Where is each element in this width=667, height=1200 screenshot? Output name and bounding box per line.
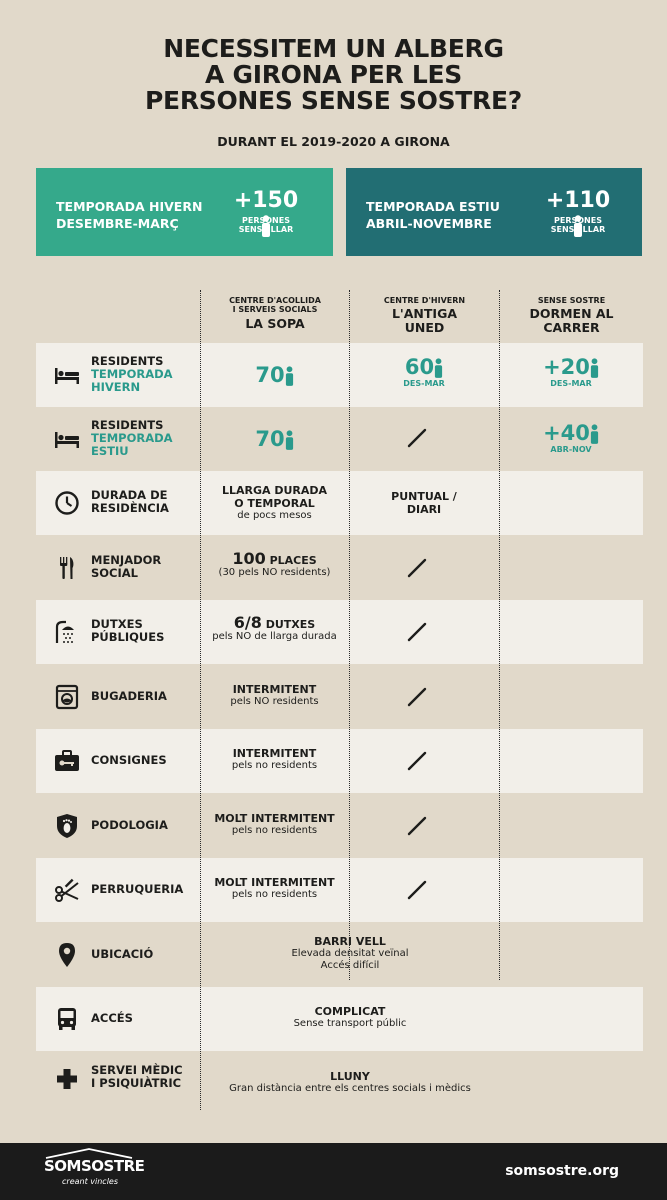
winter-season-label: TEMPORADA HIVERN DESEMBRE-MARÇ <box>56 199 203 231</box>
la-sopa-hairdresser: MOLT INTERMITENT pels no residents <box>214 876 335 900</box>
column-header-dormen-carrer: SENSE SOSTRE DORMEN AL CARRER <box>529 296 614 335</box>
title-line-3: PERSONES SENSE SOSTRE? <box>145 86 522 115</box>
person-icon <box>590 358 599 378</box>
la-sopa-dining: 100 PLACES (30 pels NO residents) <box>218 549 331 578</box>
winter-season-box <box>36 168 333 256</box>
column-header-antiga-uned: CENTRE D'HIVERN L'ANTIGA UNED <box>383 296 466 335</box>
logo-tagline: creant vincles <box>62 1177 118 1186</box>
row-label: BUGADERIA <box>91 689 167 703</box>
summer-homeless-count: +110 <box>538 188 618 238</box>
la-sopa-summer-residents: 70 <box>201 427 348 451</box>
la-sopa-podiatry: MOLT INTERMITENT pels no residents <box>214 812 335 836</box>
not-applicable-slash <box>406 621 428 643</box>
row-label: SERVEI MÈDIC I PSIQUIÀTRIC <box>91 1063 183 1090</box>
street-winter-count: +20 DES-MAR <box>499 355 643 388</box>
winter-homeless-caption: PERSONES SENSE LLAR <box>238 216 294 234</box>
person-icon <box>590 424 599 444</box>
row-hairdresser <box>36 858 643 922</box>
row-residents-summer <box>36 407 643 471</box>
row-residence-duration <box>36 471 643 535</box>
row-podiatry <box>36 794 643 858</box>
row-label: RESIDENTS TEMPORADA ESTIU <box>91 418 173 458</box>
row-medical-service <box>36 1052 643 1116</box>
washing-machine-icon <box>54 684 80 710</box>
street-summer-count: +40 ABR-NOV <box>499 421 643 454</box>
winter-homeless-count: +150 <box>226 188 306 238</box>
summer-season-box <box>346 168 642 256</box>
row-access <box>36 987 643 1051</box>
bed-icon <box>54 426 80 452</box>
column-header-la-sopa: CENTRE D'ACOLLIDA I SERVEIS SOCIALS LA SOPA <box>229 296 321 331</box>
row-label: PODOLOGIA <box>91 818 168 832</box>
website-link[interactable]: somsostre.org <box>505 1163 619 1179</box>
not-applicable-slash <box>406 427 428 449</box>
row-label: RESIDENTS TEMPORADA HIVERN <box>91 354 173 394</box>
bed-icon <box>54 362 80 388</box>
shower-icon <box>54 619 80 645</box>
not-applicable-slash <box>406 750 428 772</box>
bus-icon <box>54 1006 80 1032</box>
scissors-comb-icon <box>54 877 80 903</box>
row-residents-winter <box>36 343 643 407</box>
person-icon <box>434 358 443 378</box>
person-icon <box>285 430 294 450</box>
la-sopa-winter-residents: 70 <box>201 363 348 387</box>
row-social-dining <box>36 536 643 600</box>
row-location <box>36 923 643 987</box>
la-sopa-lockers: INTERMITENT pels no residents <box>231 747 318 771</box>
row-label: PERRUQUERIA <box>91 882 184 896</box>
footer <box>0 1143 667 1200</box>
page-title <box>0 36 667 114</box>
somsostre-logo: SOMSOSTRE <box>44 1157 145 1175</box>
antiga-uned-winter-residents: 60 DES-MAR <box>403 355 445 388</box>
row-laundry <box>36 665 643 729</box>
fork-knife-icon <box>54 555 80 581</box>
not-applicable-slash <box>406 557 428 579</box>
row-label: MENJADOR SOCIAL <box>91 553 162 580</box>
location-description: BARRI VELL Elevada densitat veïnal Accés difícil <box>291 935 409 971</box>
not-applicable-slash <box>406 686 428 708</box>
title-line-2: A GIRONA PER LES <box>205 60 462 89</box>
location-pin-icon <box>54 942 80 968</box>
row-label: CONSIGNES <box>91 753 167 767</box>
row-label: DURADA DE RESIDÈNCIA <box>91 488 169 515</box>
access-description: COMPLICAT Sense transport públic <box>293 1005 407 1029</box>
not-applicable-slash <box>406 815 428 837</box>
row-public-showers <box>36 600 643 664</box>
locker-key-icon <box>54 748 80 774</box>
person-icon <box>285 366 294 386</box>
row-label: DUTXES PÚBLIQUES <box>91 617 165 644</box>
antiga-uned-duration: PUNTUAL / DIARI <box>391 490 457 516</box>
row-label: UBICACIÓ <box>91 947 154 961</box>
row-label: ACCÉS <box>91 1011 133 1025</box>
la-sopa-duration: LLARGA DURADA O TEMPORAL de pocs mesos <box>221 484 328 521</box>
subtitle: DURANT EL 2019-2020 A GIRONA <box>217 134 450 149</box>
not-applicable-slash <box>406 879 428 901</box>
la-sopa-showers: 6/8 DUTXES pels NO de llarga durada <box>212 613 337 642</box>
medical-description: LLUNY Gran distància entre els centres socials i mèdics <box>229 1070 471 1094</box>
medical-cross-icon <box>54 1066 80 1092</box>
clock-icon <box>54 490 80 516</box>
row-lockers <box>36 729 643 793</box>
title-line-1: NECESSITEM UN ALBERG <box>163 34 504 63</box>
la-sopa-laundry: INTERMITENT pels NO residents <box>230 683 319 707</box>
summer-homeless-caption: PERSONES SENSE LLAR <box>550 216 606 234</box>
summer-season-label: TEMPORADA ESTIU ABRIL-NOVEMBRE <box>366 199 500 231</box>
foot-shield-icon <box>54 813 80 839</box>
